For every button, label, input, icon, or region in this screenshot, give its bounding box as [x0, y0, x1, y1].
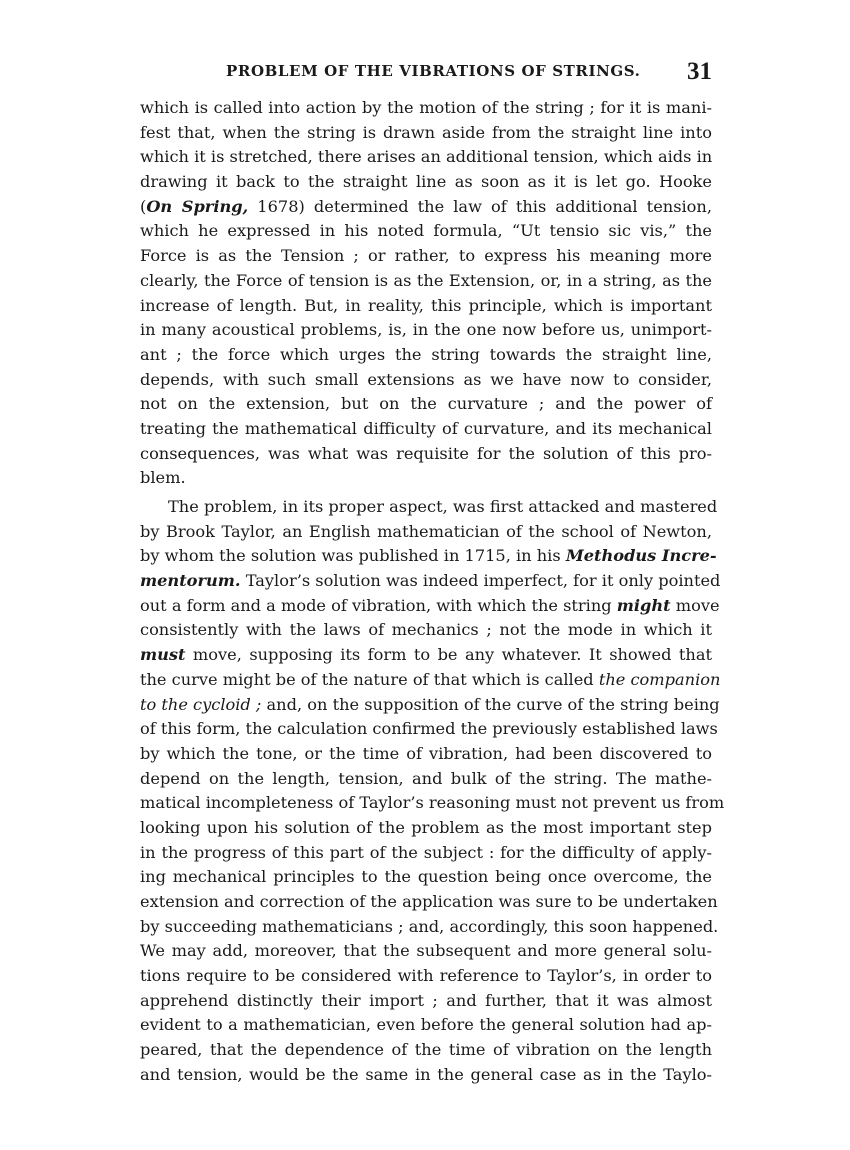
text-line: drawing it back to the straight line as soon as it is let go. Hooke [140, 172, 712, 192]
text-line: We may add, moreover, that the subsequent and more general solu- [140, 941, 712, 961]
text-line: treating the mathematical difficulty of curvature, and its mechanical [140, 418, 712, 438]
text-line: fest that, when the string is drawn aside from the straight line into [140, 122, 712, 142]
text-line: The problem, in its proper aspect, was first attacked and mastered [168, 497, 718, 516]
text-line: evident to a mathematician, even before the general solution had ap- [140, 1015, 712, 1035]
paragraph-hooke [140, 96, 712, 491]
text-line: by succeeding mathematicians ; and, accordingly, this soon happened. [140, 916, 719, 936]
text-line: matical incompleteness of Taylor’s reasoning must not prevent us from [140, 793, 725, 813]
text-line [140, 195, 712, 220]
emphasis-on-spring: On Spring, [146, 196, 249, 216]
emphasis-might: might [616, 595, 671, 615]
text-line: tions require to be considered with reference to Taylor’s, in order to [140, 966, 712, 986]
text-line: and tension, would be the same in the general case as in the Taylo- [140, 1064, 712, 1084]
text-run: move [670, 595, 720, 615]
running-head: PROBLEM OF THE VIBRATIONS OF STRINGS. [226, 62, 641, 80]
text-line [140, 693, 720, 718]
text-line: ant ; the force which urges the string towards the straight line, [140, 344, 712, 364]
text-run: by whom the solution was published in 1715, in his [140, 546, 566, 566]
text-line: blem. [140, 468, 186, 488]
text-line: peared, that the dependence of the time of vibration on the length [140, 1040, 712, 1060]
text-run: the curve might be of the nature of that which is called [140, 669, 599, 689]
text-line: ing mechanical principles to the question being once overcome, the [140, 867, 712, 887]
body-text [140, 96, 725, 1088]
text-run: Taylor’s solution was indeed imperfect, for it only pointed [240, 571, 721, 591]
paragraph-taylor [140, 495, 725, 1088]
text-line: consequences, was what was requisite for the solution of this pro- [140, 443, 712, 463]
text-line [140, 544, 717, 569]
text-line: increase of length. But, in reality, this principle, which is important [140, 295, 712, 315]
text-line: apprehend distinctly their import ; and further, that it was almost [140, 990, 712, 1010]
text-line: clearly, the Force of tension is as the Extension, or, in a string, as the [140, 270, 712, 290]
text-line [140, 569, 721, 594]
text-run: 1678) determined the law of this additional tension, [248, 196, 712, 216]
text-run: and, on the supposition of the curve of the string being [261, 694, 720, 714]
text-line [140, 668, 721, 693]
text-line: by which the tone, or the time of vibration, had been discovered to [140, 743, 712, 763]
text-line: depends, with such small extensions as we have now to consider, [140, 369, 712, 389]
text-run: ( [140, 196, 147, 216]
text-line [140, 594, 720, 619]
text-line: depend on the length, tension, and bulk of the string. The mathe- [140, 768, 712, 788]
page-number: 31 [687, 58, 712, 85]
emphasis-incrementorum: mentorum. [140, 571, 241, 591]
text-run: out a form and a mode of vibration, with which the string [140, 595, 617, 615]
text-line: consistently with the laws of mechanics ; not the mode in which it [140, 620, 712, 640]
text-line: which is called into action by the motion of the string ; for it is mani- [140, 98, 712, 117]
text-line: which he expressed in his noted formula, “Ut tensio sic vis,” the [140, 221, 712, 241]
emphasis-cycloid: to the cycloid ; [140, 694, 262, 714]
page-header [140, 58, 712, 90]
text-line: which it is stretched, there arises an additional tension, which aids in [140, 147, 713, 167]
text-line [140, 643, 712, 668]
text-run: move, supposing its form to be any whatever. It showed that [185, 645, 712, 665]
text-line: looking upon his solution of the problem as the most important step [140, 817, 712, 837]
text-line: in the progress of this part of the subject : for the difficulty of apply- [140, 842, 712, 862]
text-line: not on the extension, but on the curvature ; and the power of [140, 394, 712, 414]
text-line: Force is as the Tension ; or rather, to express his meaning more [140, 246, 712, 266]
text-line: by Brook Taylor, an English mathematician of the school of Newton, [140, 521, 712, 541]
emphasis-methodus: Methodus Incre- [565, 546, 717, 566]
text-line: in many acoustical problems, is, in the one now before us, unimport- [140, 320, 712, 340]
text-line: extension and correction of the application was sure to be undertaken [140, 892, 718, 911]
text-line: of this form, the calculation confirmed the previously established laws [140, 719, 718, 739]
emphasis-companion: the companion [598, 669, 721, 689]
emphasis-must: must [140, 645, 186, 665]
